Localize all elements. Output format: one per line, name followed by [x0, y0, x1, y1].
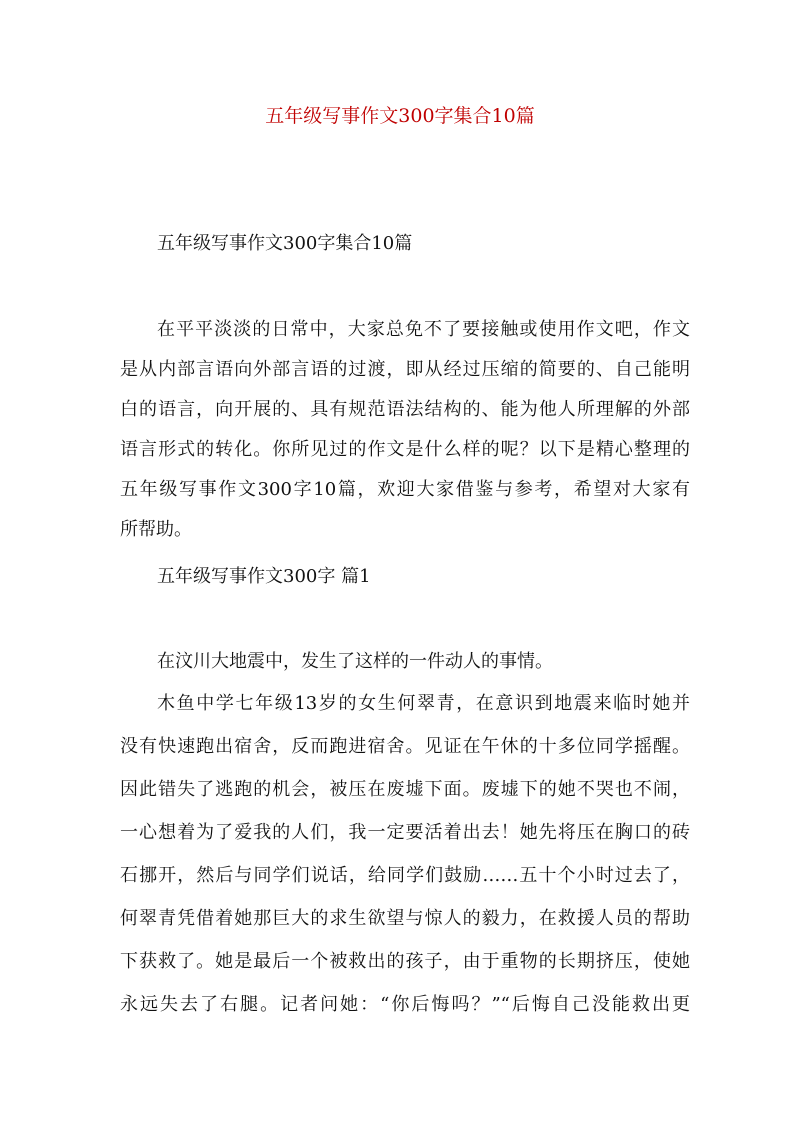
document-subtitle: 五年级写事作文300字集合10篇 — [157, 233, 413, 254]
intro-line: 是从内部言语向外部言语的过渡，即从经过压缩的简要的、自己能明 — [120, 359, 690, 380]
paragraph-line: 在汶川大地震中，发生了这样的一件动人的事情。 — [157, 651, 553, 672]
paragraph-line: 因此错失了逃跑的机会，被压在废墟下面。废墟下的她不哭也不闹， — [120, 779, 690, 800]
paragraph-line: 永远失去了右腿。记者问她：“你后悔吗？”“后悔自己没能救出更 — [120, 994, 690, 1015]
paragraph-line: 一心想着为了爱我的人们，我一定要活着出去！她先将压在胸口的砖 — [120, 822, 690, 843]
intro-line: 语言形式的转化。你所见过的作文是什么样的呢？以下是精心整理的 — [120, 439, 690, 460]
paragraph-line: 没有快速跑出宿舍，反而跑进宿舍。见证在午休的十多位同学摇醒。 — [120, 736, 690, 757]
intro-line: 白的语言，向开展的、具有规范语法结构的、能为他人所理解的外部 — [120, 399, 690, 420]
paragraph-line: 木鱼中学七年级13岁的女生何翠青，在意识到地震来临时她并 — [157, 693, 690, 714]
paragraph-line: 石挪开，然后与同学们说话，给同学们鼓励……五十个小时过去了， — [120, 865, 690, 886]
paragraph-line: 何翠青凭借着她那巨大的求生欲望与惊人的毅力，在救援人员的帮助 — [120, 908, 690, 929]
section-heading: 五年级写事作文300字 篇1 — [157, 566, 371, 587]
document-title: 五年级写事作文300字集合10篇 — [265, 105, 535, 127]
intro-line: 所帮助。 — [120, 519, 192, 540]
intro-line: 在平平淡淡的日常中，大家总免不了要接触或使用作文吧，作文 — [157, 319, 690, 340]
paragraph-line: 下获救了。她是最后一个被救出的孩子，由于重物的长期挤压，使她 — [120, 951, 690, 972]
intro-line: 五年级写事作文300字10篇，欢迎大家借鉴与参考，希望对大家有 — [120, 479, 690, 500]
